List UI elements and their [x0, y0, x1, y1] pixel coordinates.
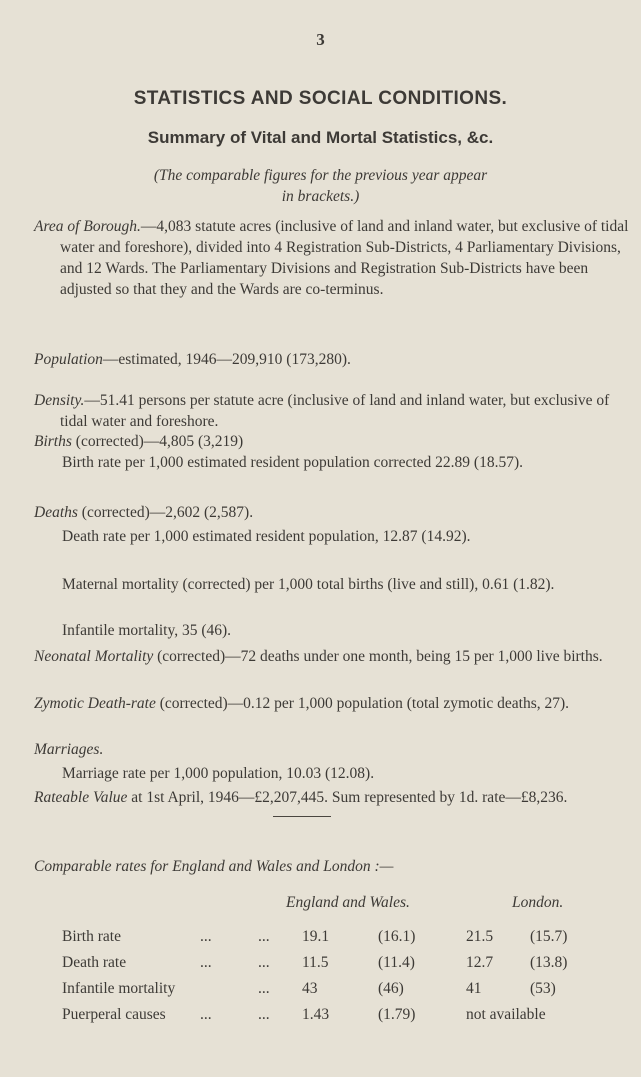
- deaths-label: Deaths: [34, 504, 78, 521]
- death-rate-paragraph: Death rate per 1,000 estimated resident population, 12.87 (14.92).: [62, 528, 471, 545]
- london-value: 21.5: [466, 928, 494, 945]
- england-wales-previous: (11.4): [378, 954, 415, 971]
- table-row-leader-dots: ...: [258, 928, 270, 945]
- neonatal-text: (corrected)—72 deaths under one month, being 15 per 1,000 live births.: [153, 648, 603, 665]
- england-wales-value: 1.43: [302, 1006, 330, 1023]
- area-paragraph: [34, 216, 640, 300]
- london-value: 12.7: [466, 954, 494, 971]
- brackets-note: [0, 165, 641, 207]
- deaths-text: (corrected)—2,602 (2,587).: [77, 504, 254, 521]
- england-wales-value: 11.5: [302, 954, 329, 971]
- section-divider: [273, 816, 331, 817]
- column-england-wales: England and Wales.: [286, 894, 410, 911]
- table-row-leader-dots: ...: [200, 928, 212, 945]
- births-text: (corrected)—4,805 (3,219): [71, 433, 244, 450]
- marriages-label: Marriages.: [34, 741, 104, 758]
- london-previous: (13.8): [530, 954, 568, 971]
- rateable-text: at 1st April, 1946—£2,207,445. Sum represented by 1d. rate—£8,236.: [127, 789, 568, 806]
- density-text: —51.41 persons per statute acre (inclusive of land and inland water, but exclusive of tidal water and foreshore.: [60, 392, 610, 430]
- births-paragraph: [34, 431, 614, 452]
- zymotic-text: (corrected)—0.12 per 1,000 population (total zymotic deaths, 27).: [155, 695, 570, 712]
- england-wales-previous: (16.1): [378, 928, 416, 945]
- table-row-leader-dots: ...: [258, 980, 270, 997]
- births-label: Births: [34, 433, 72, 450]
- london-previous: (53): [530, 980, 556, 997]
- zymotic-paragraph: [34, 693, 640, 714]
- birth-rate-paragraph: Birth rate per 1,000 estimated resident population corrected 22.89 (18.57).: [62, 454, 523, 471]
- england-wales-value: 19.1: [302, 928, 330, 945]
- page-title: STATISTICS AND SOCIAL CONDITIONS.: [133, 88, 508, 109]
- note-line-1: (The comparable figures for the previous year appear: [153, 167, 488, 184]
- zymotic-label: Zymotic Death-rate: [34, 695, 156, 712]
- england-wales-previous: (46): [378, 980, 404, 997]
- table-row-label: Puerperal causes: [62, 1006, 166, 1023]
- page-subtitle: Summary of Vital and Mortal Statistics, &c.: [147, 128, 494, 147]
- population-label: Population: [34, 351, 103, 368]
- maternal-mortality-paragraph: Maternal mortality (corrected) per 1,000 total births (live and still), 0.61 (1.82).: [62, 576, 555, 593]
- neonatal-paragraph: [34, 646, 640, 667]
- table-row-label: Infantile mortality: [62, 980, 176, 997]
- area-text: —4,083 statute acres (inclusive of land and inland water, but exclusive of tidal water and foreshore), divided into 4 Registration Sub-Districts, 4 Parliamentary Divisions, and 12 Wards. The Parliamentary Divisions and Registration Sub-Districts have been adjusted so that they and the Wards are co-terminus.: [60, 218, 629, 298]
- london-value: 41: [466, 980, 482, 997]
- table-row-leader-dots: ...: [200, 1006, 212, 1023]
- deaths-paragraph: [34, 502, 614, 523]
- note-line-2: in brackets.): [281, 188, 360, 205]
- density-label: Density.: [34, 392, 85, 409]
- london-value: not available: [466, 1006, 546, 1023]
- table-row-leader-dots: ...: [200, 954, 212, 971]
- london-previous: (15.7): [530, 928, 568, 945]
- table-row-label: Birth rate: [62, 928, 121, 945]
- comparison-heading: Comparable rates for England and Wales and London :—: [34, 858, 394, 875]
- neonatal-label: Neonatal Mortality: [34, 648, 154, 665]
- population-paragraph: [34, 349, 640, 370]
- table-row-label: Death rate: [62, 954, 127, 971]
- table-row-leader-dots: ...: [258, 1006, 270, 1023]
- england-wales-value: 43: [302, 980, 318, 997]
- table-row-leader-dots: ...: [258, 954, 270, 971]
- marriages-heading: [34, 739, 614, 760]
- column-london: London.: [512, 894, 564, 911]
- england-wales-previous: (1.79): [378, 1006, 416, 1023]
- page-number: 3: [316, 30, 325, 49]
- marriage-rate-paragraph: Marriage rate per 1,000 population, 10.03 (12.08).: [62, 765, 375, 782]
- rateable-paragraph: [34, 787, 640, 808]
- density-paragraph: [34, 390, 640, 432]
- area-label: Area of Borough.: [34, 218, 141, 235]
- population-text: —estimated, 1946—209,910 (173,280).: [102, 351, 351, 368]
- rateable-label: Rateable Value: [34, 789, 128, 806]
- infantile-mortality-paragraph: Infantile mortality, 35 (46).: [62, 622, 232, 639]
